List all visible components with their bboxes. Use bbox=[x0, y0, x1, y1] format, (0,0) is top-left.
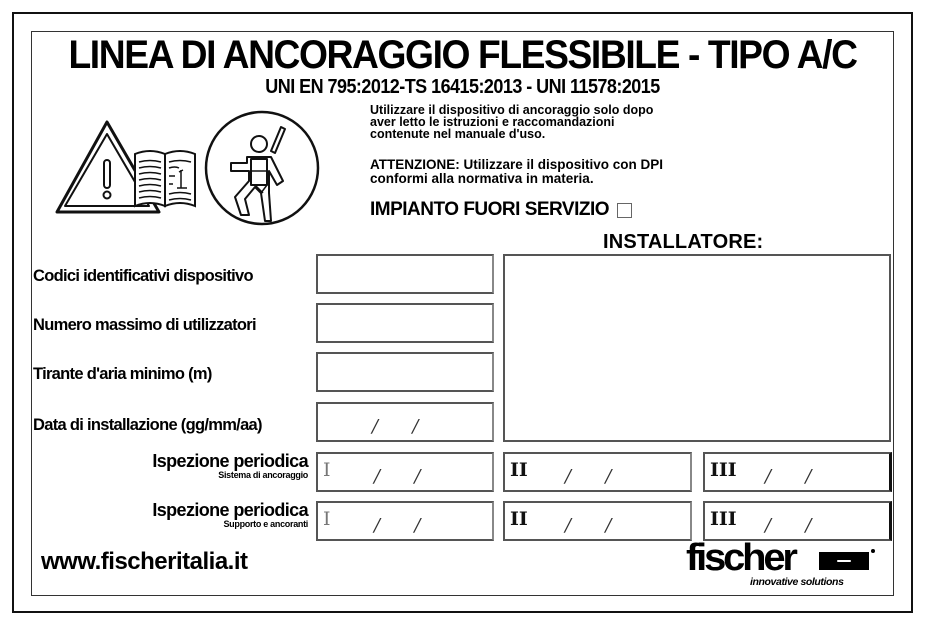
inspection-title: Ispezione periodica bbox=[152, 451, 308, 471]
inspection-2-slot-1[interactable] bbox=[316, 501, 494, 541]
install-date-field[interactable] bbox=[316, 402, 494, 442]
out-of-service-row bbox=[370, 199, 632, 221]
date-separators: / / bbox=[765, 515, 812, 536]
field-label-max-users: Numero massimo di utilizzatori bbox=[33, 316, 256, 334]
field-label-device-codes: Codici identificativi dispositivo bbox=[33, 267, 253, 285]
attention-notice bbox=[370, 158, 663, 186]
date-separators: / / bbox=[374, 515, 421, 536]
field-label-min-clearance: Tirante d'aria minimo (m) bbox=[33, 365, 212, 383]
inspection-1-slot-3[interactable] bbox=[703, 452, 892, 492]
date-separators: / / bbox=[565, 466, 612, 487]
fall-arrest-harness-icon bbox=[203, 109, 323, 229]
warning-read-manual-icon bbox=[55, 118, 200, 218]
roman-numeral-3: III bbox=[710, 459, 737, 481]
attention-line: ATTENZIONE: Utilizzare il dispositivo con DPI bbox=[370, 157, 664, 172]
out-of-service-checkbox[interactable] bbox=[617, 203, 632, 218]
standards-subtitle: UNI EN 795:2012-TS 16415:2013 - UNI 11578:2015 bbox=[265, 76, 660, 98]
inspection-label-anchor-system bbox=[152, 452, 308, 480]
field-label-install-date: Data di installazione (gg/mm/aa) bbox=[33, 416, 262, 434]
date-separators: / / bbox=[565, 515, 612, 536]
logo-wordmark: fischer bbox=[686, 537, 795, 579]
logo-registered-icon bbox=[871, 549, 875, 553]
logo-mark-icon bbox=[819, 552, 869, 570]
roman-numeral-3: III bbox=[710, 508, 737, 530]
website-link[interactable]: www.fischeritalia.it bbox=[41, 548, 248, 575]
attention-line: conformi alla normativa in materia. bbox=[370, 171, 594, 186]
instructions-line: contenute nel manuale d'uso. bbox=[370, 127, 546, 141]
inspection-1-slot-2[interactable] bbox=[503, 452, 692, 492]
max-users-field[interactable] bbox=[316, 303, 494, 343]
installer-title: INSTALLATORE: bbox=[603, 231, 764, 253]
date-separators: / / bbox=[372, 416, 419, 437]
inspection-2-slot-2[interactable] bbox=[503, 501, 692, 541]
min-clearance-field[interactable] bbox=[316, 352, 494, 392]
instructions-notice bbox=[370, 104, 653, 140]
installer-field[interactable] bbox=[503, 254, 891, 442]
inspection-2-slot-3[interactable] bbox=[703, 501, 892, 541]
inspection-label-supports-anchors bbox=[152, 501, 308, 529]
inspection-subtitle: Sistema di ancoraggio bbox=[218, 470, 308, 480]
inspection-1-slot-1[interactable] bbox=[316, 452, 494, 492]
inspection-title: Ispezione periodica bbox=[152, 500, 308, 520]
roman-numeral-2: II bbox=[510, 508, 528, 530]
roman-numeral-1: I bbox=[323, 459, 331, 481]
fischer-logo bbox=[686, 537, 876, 593]
inspection-subtitle: Supporto e ancoranti bbox=[223, 519, 308, 529]
instructions-line: Utilizzare il dispositivo di ancoraggio solo dopo bbox=[370, 103, 654, 117]
out-of-service-label: IMPIANTO FUORI SERVIZIO bbox=[370, 199, 610, 220]
date-separators: / / bbox=[765, 466, 812, 487]
roman-numeral-2: II bbox=[510, 459, 528, 481]
page-title: LINEA DI ANCORAGGIO FLESSIBILE - TIPO A/C bbox=[68, 33, 857, 77]
roman-numeral-1: I bbox=[323, 508, 331, 530]
date-separators: / / bbox=[374, 466, 421, 487]
instructions-line: aver letto le istruzioni e raccomandazioni bbox=[370, 115, 615, 129]
device-codes-field[interactable] bbox=[316, 254, 494, 294]
logo-tagline: innovative solutions bbox=[750, 576, 844, 588]
